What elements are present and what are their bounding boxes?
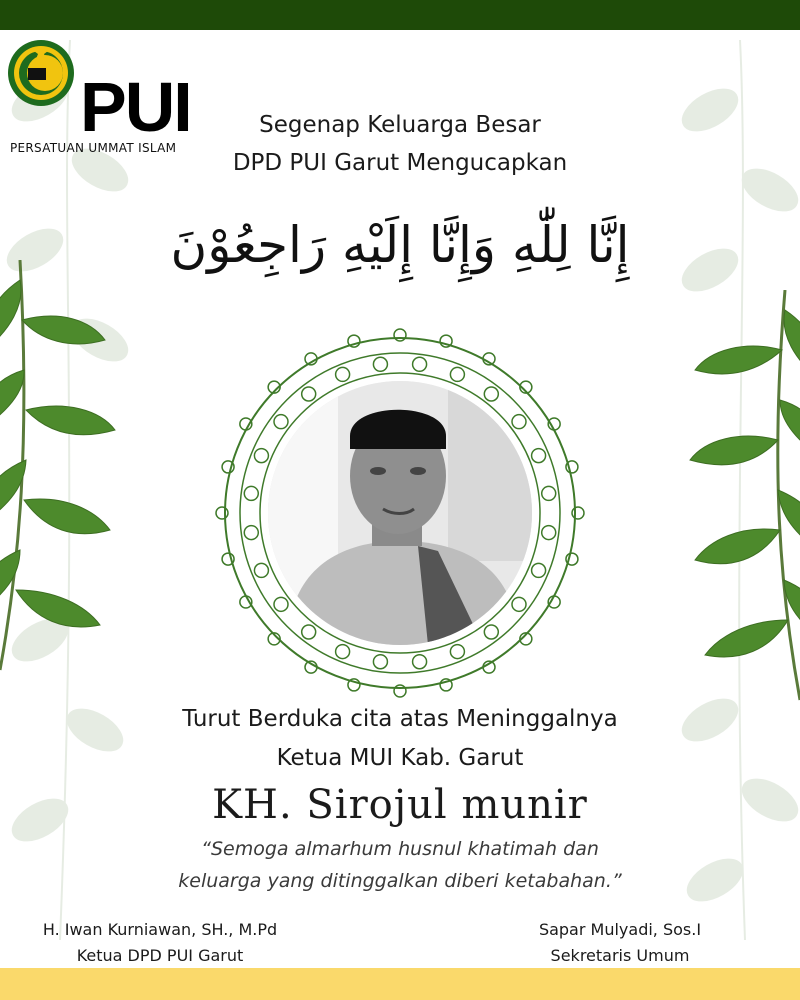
- bottom-bar: [0, 968, 800, 1000]
- pui-emblem-icon: [6, 38, 76, 108]
- logo-wordmark: PUI: [80, 68, 191, 146]
- condolence-line-1: Turut Berduka cita atas Meninggalnya: [182, 706, 618, 732]
- olive-branch-right: [670, 290, 800, 710]
- header-line-1: Segenap Keluarga Besar: [259, 112, 541, 138]
- quote-line-1: “Semoga almarhum husnul khatimah dan: [201, 838, 599, 860]
- portrait-photo: [268, 381, 532, 645]
- signatory-chairman-name: H. Iwan Kurniawan, SH., M.Pd: [42, 920, 278, 939]
- arabic-calligraphy: إِنَّا لِلّٰهِ وَإِنَّا إِلَيْهِ رَاجِعُوْنَ: [170, 216, 630, 274]
- signatory-secretary-name: Sapar Mulyadi, Sos.I: [538, 920, 702, 939]
- olive-branch-left: [0, 260, 130, 680]
- top-bar: [0, 0, 800, 30]
- quote-line-2: keluarga yang ditinggalkan diberi ketabahan.”: [178, 870, 622, 892]
- condolence-line-2: Ketua MUI Kab. Garut: [276, 745, 524, 771]
- pui-logo: [6, 38, 196, 155]
- deceased-name: KH. Sirojul munir: [212, 782, 588, 828]
- portrait-figure: [268, 381, 532, 645]
- logo-subtitle: PERSATUAN UMMAT ISLAM: [10, 141, 177, 155]
- signatory-chairman-title: Ketua DPD PUI Garut: [76, 946, 244, 965]
- header-line-2: DPD PUI Garut Mengucapkan: [232, 150, 568, 176]
- signatory-secretary-title: Sekretaris Umum: [550, 946, 690, 965]
